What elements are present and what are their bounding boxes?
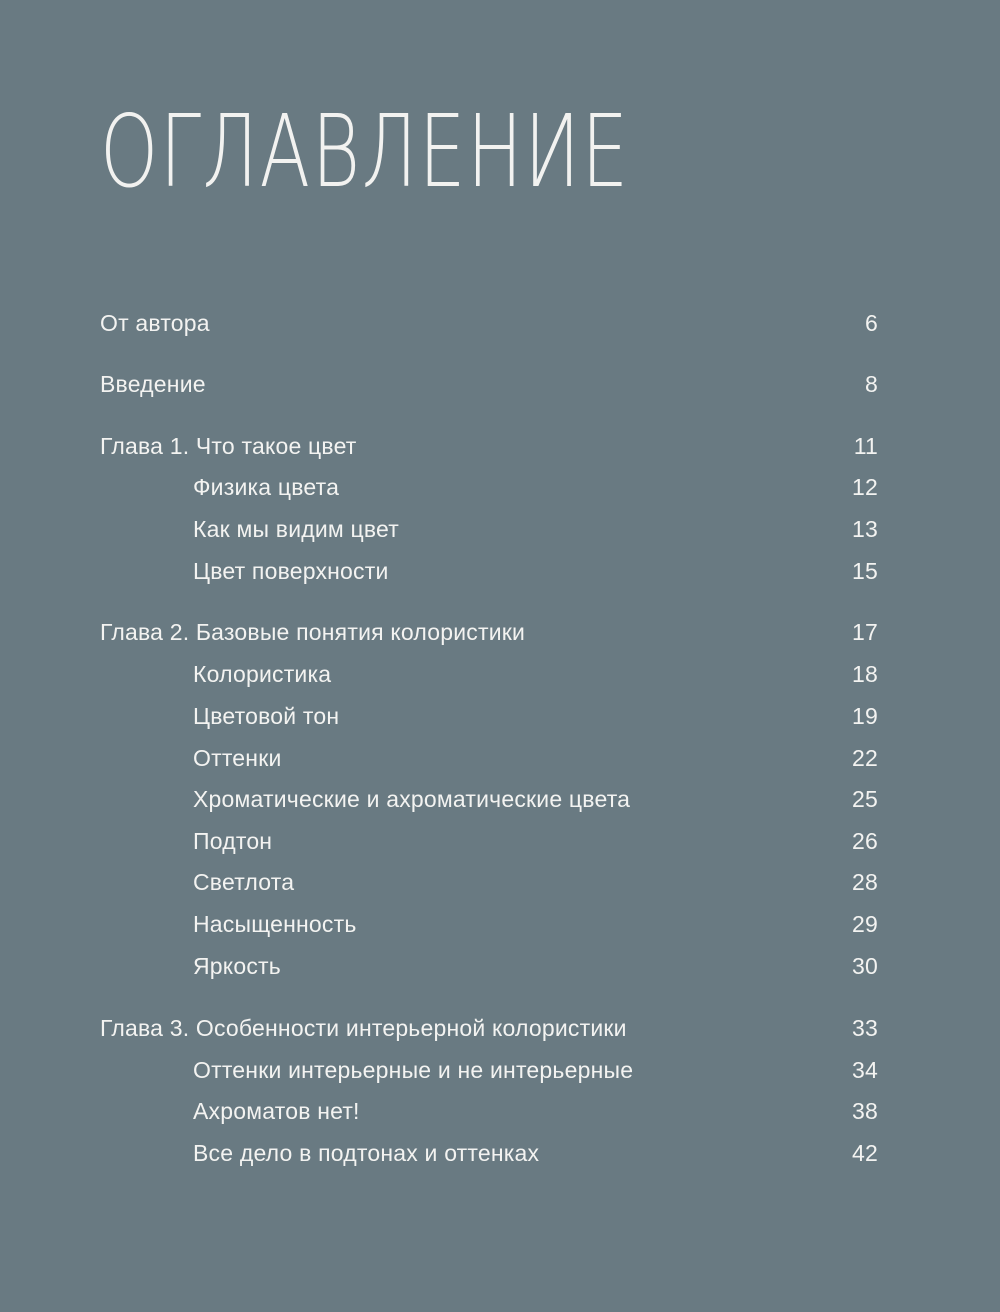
- toc-entry-chapter-2[interactable]: [100, 616, 878, 648]
- toc-entry-page: 30: [852, 952, 878, 979]
- toc-entry-introduction[interactable]: [100, 368, 878, 400]
- toc-entry-label: Подтон: [193, 827, 273, 854]
- toc-entry-section[interactable]: [100, 1095, 878, 1127]
- toc-entry-label: Насыщенность: [193, 910, 357, 937]
- toc-entry-label: Оттенки интерьерные и не интерьерные: [193, 1056, 634, 1083]
- table-of-contents: [100, 0, 878, 1312]
- toc-entry-page: 18: [852, 660, 878, 687]
- toc-entry-section[interactable]: [100, 513, 878, 545]
- toc-entry-page: 33: [852, 1014, 878, 1041]
- toc-entry-label: Яркость: [193, 952, 281, 979]
- toc-entry-section[interactable]: [100, 471, 878, 503]
- toc-entry-chapter-1[interactable]: [100, 430, 878, 462]
- toc-entry-page: 38: [852, 1097, 878, 1124]
- toc-entry-page: 13: [852, 515, 878, 542]
- toc-entry-page: 19: [852, 702, 878, 729]
- toc-entry-label: Хроматические и ахроматические цвета: [193, 785, 631, 812]
- toc-entry-page: 12: [852, 473, 878, 500]
- toc-entry-page: 34: [852, 1056, 878, 1083]
- toc-entry-label: Как мы видим цвет: [193, 515, 400, 542]
- toc-entry-chapter-3[interactable]: [100, 1012, 878, 1044]
- toc-entry-section[interactable]: [100, 950, 878, 982]
- toc-entry-section[interactable]: [100, 908, 878, 940]
- toc-entry-label: Оттенки: [193, 744, 282, 771]
- toc-entry-label: Введение: [100, 370, 206, 397]
- toc-entry-section[interactable]: [100, 866, 878, 898]
- toc-entry-section[interactable]: [100, 783, 878, 815]
- toc-entry-section[interactable]: [100, 742, 878, 774]
- toc-entry-label: Глава 1. Что такое цвет: [100, 432, 357, 459]
- toc-entry-page: 17: [852, 618, 878, 645]
- toc-entry-page: 26: [852, 827, 878, 854]
- toc-entry-label: Глава 3. Особенности интерьерной колористики: [100, 1014, 627, 1041]
- toc-entry-page: 28: [852, 868, 878, 895]
- toc-entry-page: 25: [852, 785, 878, 812]
- toc-entry-label: Ахроматов нет!: [193, 1097, 360, 1124]
- toc-entry-label: Все дело в подтонах и оттенках: [193, 1139, 540, 1166]
- toc-entry-section[interactable]: [100, 1054, 878, 1086]
- toc-entry-label: Цветовой тон: [193, 702, 340, 729]
- toc-entry-label: Физика цвета: [193, 473, 340, 500]
- toc-entry-from-author[interactable]: [100, 307, 878, 339]
- toc-entry-page: 42: [852, 1139, 878, 1166]
- toc-entry-page: 29: [852, 910, 878, 937]
- toc-entry-label: Глава 2. Базовые понятия колористики: [100, 618, 526, 645]
- toc-entry-label: Колористика: [193, 660, 332, 687]
- toc-entry-page: 8: [865, 370, 878, 397]
- toc-entry-section[interactable]: [100, 658, 878, 690]
- toc-entry-page: 15: [852, 557, 878, 584]
- toc-entry-section[interactable]: [100, 555, 878, 587]
- toc-entry-section[interactable]: [100, 1137, 878, 1169]
- page-title: ОГЛАВЛЕНИЕ: [100, 93, 630, 210]
- toc-entry-page: 11: [853, 432, 878, 459]
- toc-entry-page: 22: [852, 744, 878, 771]
- toc-entry-label: От автора: [100, 309, 210, 336]
- toc-entry-section[interactable]: [100, 825, 878, 857]
- toc-entry-section[interactable]: [100, 700, 878, 732]
- toc-entry-label: Светлота: [193, 868, 295, 895]
- toc-entry-page: 6: [865, 309, 878, 336]
- toc-entry-label: Цвет поверхности: [193, 557, 389, 584]
